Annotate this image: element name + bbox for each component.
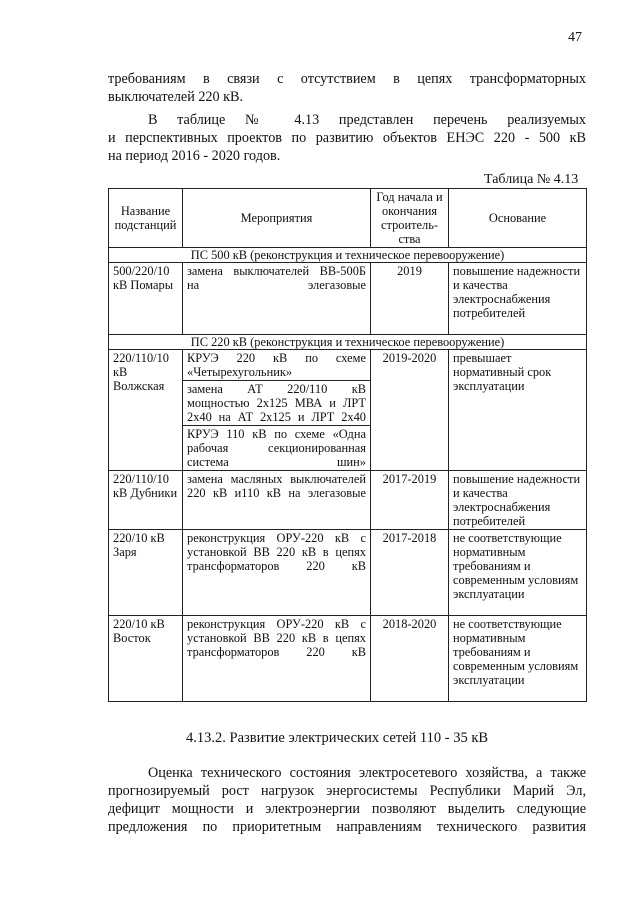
table-row xyxy=(109,616,587,702)
projects-table xyxy=(108,188,587,702)
cell-substation: 220/10 кВ Восток xyxy=(109,616,183,702)
group-220kv: ПС 220 кВ (реконструкция и техническое перевооружение) xyxy=(109,335,587,350)
table-row xyxy=(109,471,587,530)
cell-substation: 500/220/10 кВ Помары xyxy=(109,263,183,335)
cell-years: 2019 xyxy=(371,263,449,335)
cell-basis: повышение надежности и качества электроснабжения потребителей xyxy=(449,471,587,530)
intro-line-5: на период 2016 - 2020 годов. xyxy=(108,148,281,164)
cell-basis: не соответствующие нормативным требованиям и современным условиям эксплуатации xyxy=(449,530,587,616)
table-header-row xyxy=(109,189,587,248)
header-years: Год начала и окончания строитель-ства xyxy=(371,189,449,248)
intro-line-3: В таблице № 4.13 представлен перечень реализуемых xyxy=(148,112,586,128)
intro-line-2: выключателей 220 кВ. xyxy=(108,89,244,105)
group-row xyxy=(109,335,587,350)
table-row xyxy=(109,350,587,381)
cell-years: 2018-2020 xyxy=(371,616,449,702)
cell-years: 2017-2018 xyxy=(371,530,449,616)
cell-years: 2019-2020 xyxy=(371,350,449,471)
cell-measure: реконструкция ОРУ-220 кВ с установкой ВВ 220 кВ в цепях трансформаторов 220 кВ xyxy=(183,616,371,702)
cell-basis: повышение надежности и качества электроснабжения потребителей xyxy=(449,263,587,335)
group-500kv: ПС 500 кВ (реконструкция и техническое перевооружение) xyxy=(109,248,587,263)
intro-line-1: требованиям в связи с отсутствием в цепях трансформаторных xyxy=(108,71,586,87)
cell-basis: не соответствующие нормативным требованиям и современным условиям эксплуатации xyxy=(449,616,587,702)
cell-substation: 220/110/10 кВ Волжская xyxy=(109,350,183,471)
cell-measure: замена выключателей ВВ-500Б на элегазовые xyxy=(183,263,371,335)
cell-measure: замена АТ 220/110 кВ мощностью 2х125 МВА и ЛРТ 2х40 на АТ 2х125 и ЛРТ 2х40 xyxy=(183,381,371,426)
table-caption: Таблица № 4.13 xyxy=(484,172,579,187)
header-measures: Мероприятия xyxy=(183,189,371,248)
closing-line-4: предложения по приоритетным направлениям технического развития xyxy=(108,819,586,835)
closing-line-3: дефицит мощности и электроэнергии позволяют выделить следующие xyxy=(108,801,586,817)
cell-measure: КРУЭ 220 кВ по схеме «Четырехугольник» xyxy=(183,350,371,381)
table-row xyxy=(109,530,587,616)
group-row xyxy=(109,248,587,263)
cell-measure: реконструкция ОРУ-220 кВ с установкой ВВ 220 кВ в цепях трансформаторов 220 кВ xyxy=(183,530,371,616)
cell-basis: превышает нормативный срок эксплуатации xyxy=(449,350,587,471)
cell-substation: 220/10 кВ Заря xyxy=(109,530,183,616)
header-basis: Основание xyxy=(449,189,587,248)
cell-substation: 220/110/10 кВ Дубники xyxy=(109,471,183,530)
cell-measure: КРУЭ 110 кВ по схеме «Одна рабочая секционированная система шин» xyxy=(183,426,371,471)
cell-years: 2017-2019 xyxy=(371,471,449,530)
intro-line-4: и перспективных проектов по развитию объектов ЕНЭС 220 - 500 кВ xyxy=(108,130,586,146)
closing-line-1: Оценка технического состояния электросетевого хозяйства, а также xyxy=(148,765,586,781)
table-row xyxy=(109,263,587,335)
cell-measure: замена масляных выключателей 220 кВ и110 кВ на элегазовые xyxy=(183,471,371,530)
closing-line-2: прогнозируемый рост нагрузок энергосистемы Республики Марий Эл, xyxy=(108,783,586,799)
header-substation: Название подстанций xyxy=(109,189,183,248)
section-subheading: 4.13.2. Развитие электрических сетей 110 - 35 кВ xyxy=(186,730,489,746)
page-number: 47 xyxy=(568,30,582,45)
